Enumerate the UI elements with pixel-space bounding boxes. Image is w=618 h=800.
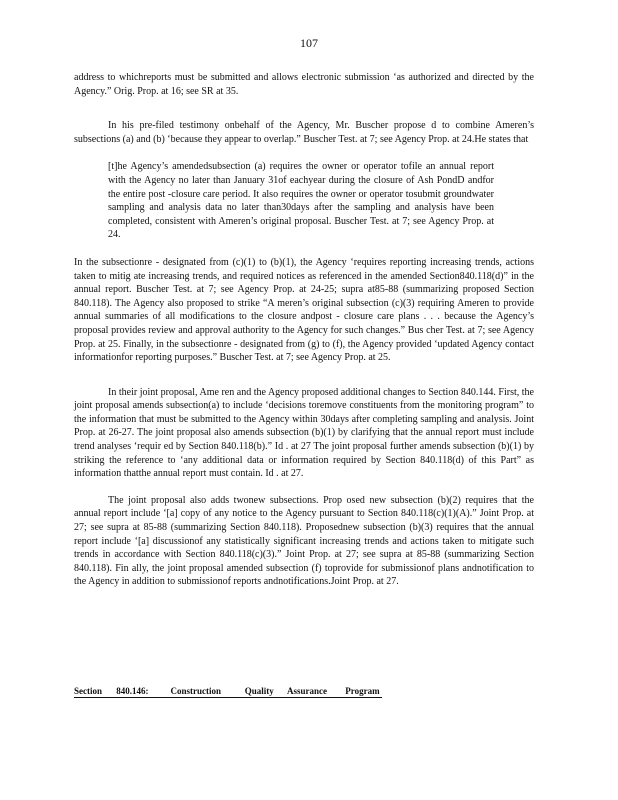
paragraph-4: In their joint proposal, Ame ren and the Agency proposed additional changes to Section 840.144. First, the joint proposal amends subsection(a) to include ‘decisions toremove constituents from the monitoring program” to the information that must be submitted to the Agency within 30days after completing sampling and analysis. Joint Prop. at 26-27. The joint proposal also amends subsection (b)(1) by clarifying that the annual report must include trend analyses ‘requir ed by Section 840.118(b).” Id . at 27 The joint proposal further amends subsection (b)(1) by striking the reference to ‘any additional data or information required by Section 840.118(d) of this Part” as information thatthe annual report must contain. Id . at 27. — [74, 386, 534, 480]
heading-word-construction: Construction — [170, 686, 222, 696]
paragraph-3: In the subsectionre - designated from (c)(1) to (b)(1), the Agency ‘requires reporting increasing trends, actions taken to mitig ate increasing trends, and required notices as referenced in the amended Section840.118(d)” in the annual report. Buscher Test. at 7; see Agency Prop. at 24-25; supra at85-88 (summarizing proposed Section 840.118). The Agency also proposed to strike “A meren’s original subsection (c)(3) requiring Ameren to provide annual summaries of all modifications to the closure andpost - closure care plans . . . because the Agency’s proposal provides review and approval authority to the Agency for such changes.” Bus cher Test. at 7; see Agency Prop. at 25. Finally, in the subsectionre - designated from (g) to (f), the Agency provided ‘updated Agency contact informationfor reporting purposes.” Buscher Test. at 7; see Agency Prop. at 25. — [74, 256, 534, 364]
heading-word-program: Program — [345, 686, 380, 696]
paragraph-2: In his pre-filed testimony onbehalf of the Agency, Mr. Buscher propose d to combine Ameren’s subsections (a) and (b) ‘because they appear to overlap.” Buscher Test. at 7; see Agency Prop. at 24.He states that — [74, 120, 534, 145]
heading-section-number: 840.146: — [116, 686, 149, 696]
heading-section-word: Section — [74, 686, 102, 696]
section-heading — [74, 686, 382, 698]
paragraph-1: address to whichreports must be submitted and allows electronic submission ‘as authorized and directed by the Agency.” Orig. Prop. at 16; see SR at 35. — [74, 72, 534, 97]
document-body — [74, 71, 534, 589]
heading-word-quality: Quality — [244, 686, 274, 696]
block-quote: [t]he Agency’s amendedsubsection (a) requires the owner or operator tofile an annual report with the Agency no later than January 31of eachyear during the closure of Ash PondD andfor the entire post -closure care period. It also requires the owner or operator tosubmit groundwater sampling and analysis data no later than30days after the sampling and analysis have been completed, consistent with Ameren’s original proposal. Buscher Test. at 7; see Agency Prop. at 24. — [108, 161, 494, 241]
paragraph-5: The joint proposal also adds twonew subsections. Prop osed new subsection (b)(2) requires that the annual report include ‘[a] copy of any notice to the Agency pursuant to Section 840.118(c)(1)(A).” Joint Prop. at 27; see supra at 85-88 (summarizing Section 840.118). Proposednew subsection (b)(3) requires that the annual report include ‘[a] discussionof any statistically significant increasing trends and actions taken to mitigate such trends in accordance with Section 840.118(c)(3).” Joint Prop. at 27; see supra at 85-88 (summarizing Section 840.118). Fin ally, the joint proposal amended subsection (f) toprovide for submissionof plans andnotification to the Agency in addition to submissionof reports andnotifications.Joint Prop. at 27. — [74, 494, 534, 588]
page-number: 107 — [300, 36, 318, 50]
heading-word-assurance: Assurance — [287, 686, 327, 696]
